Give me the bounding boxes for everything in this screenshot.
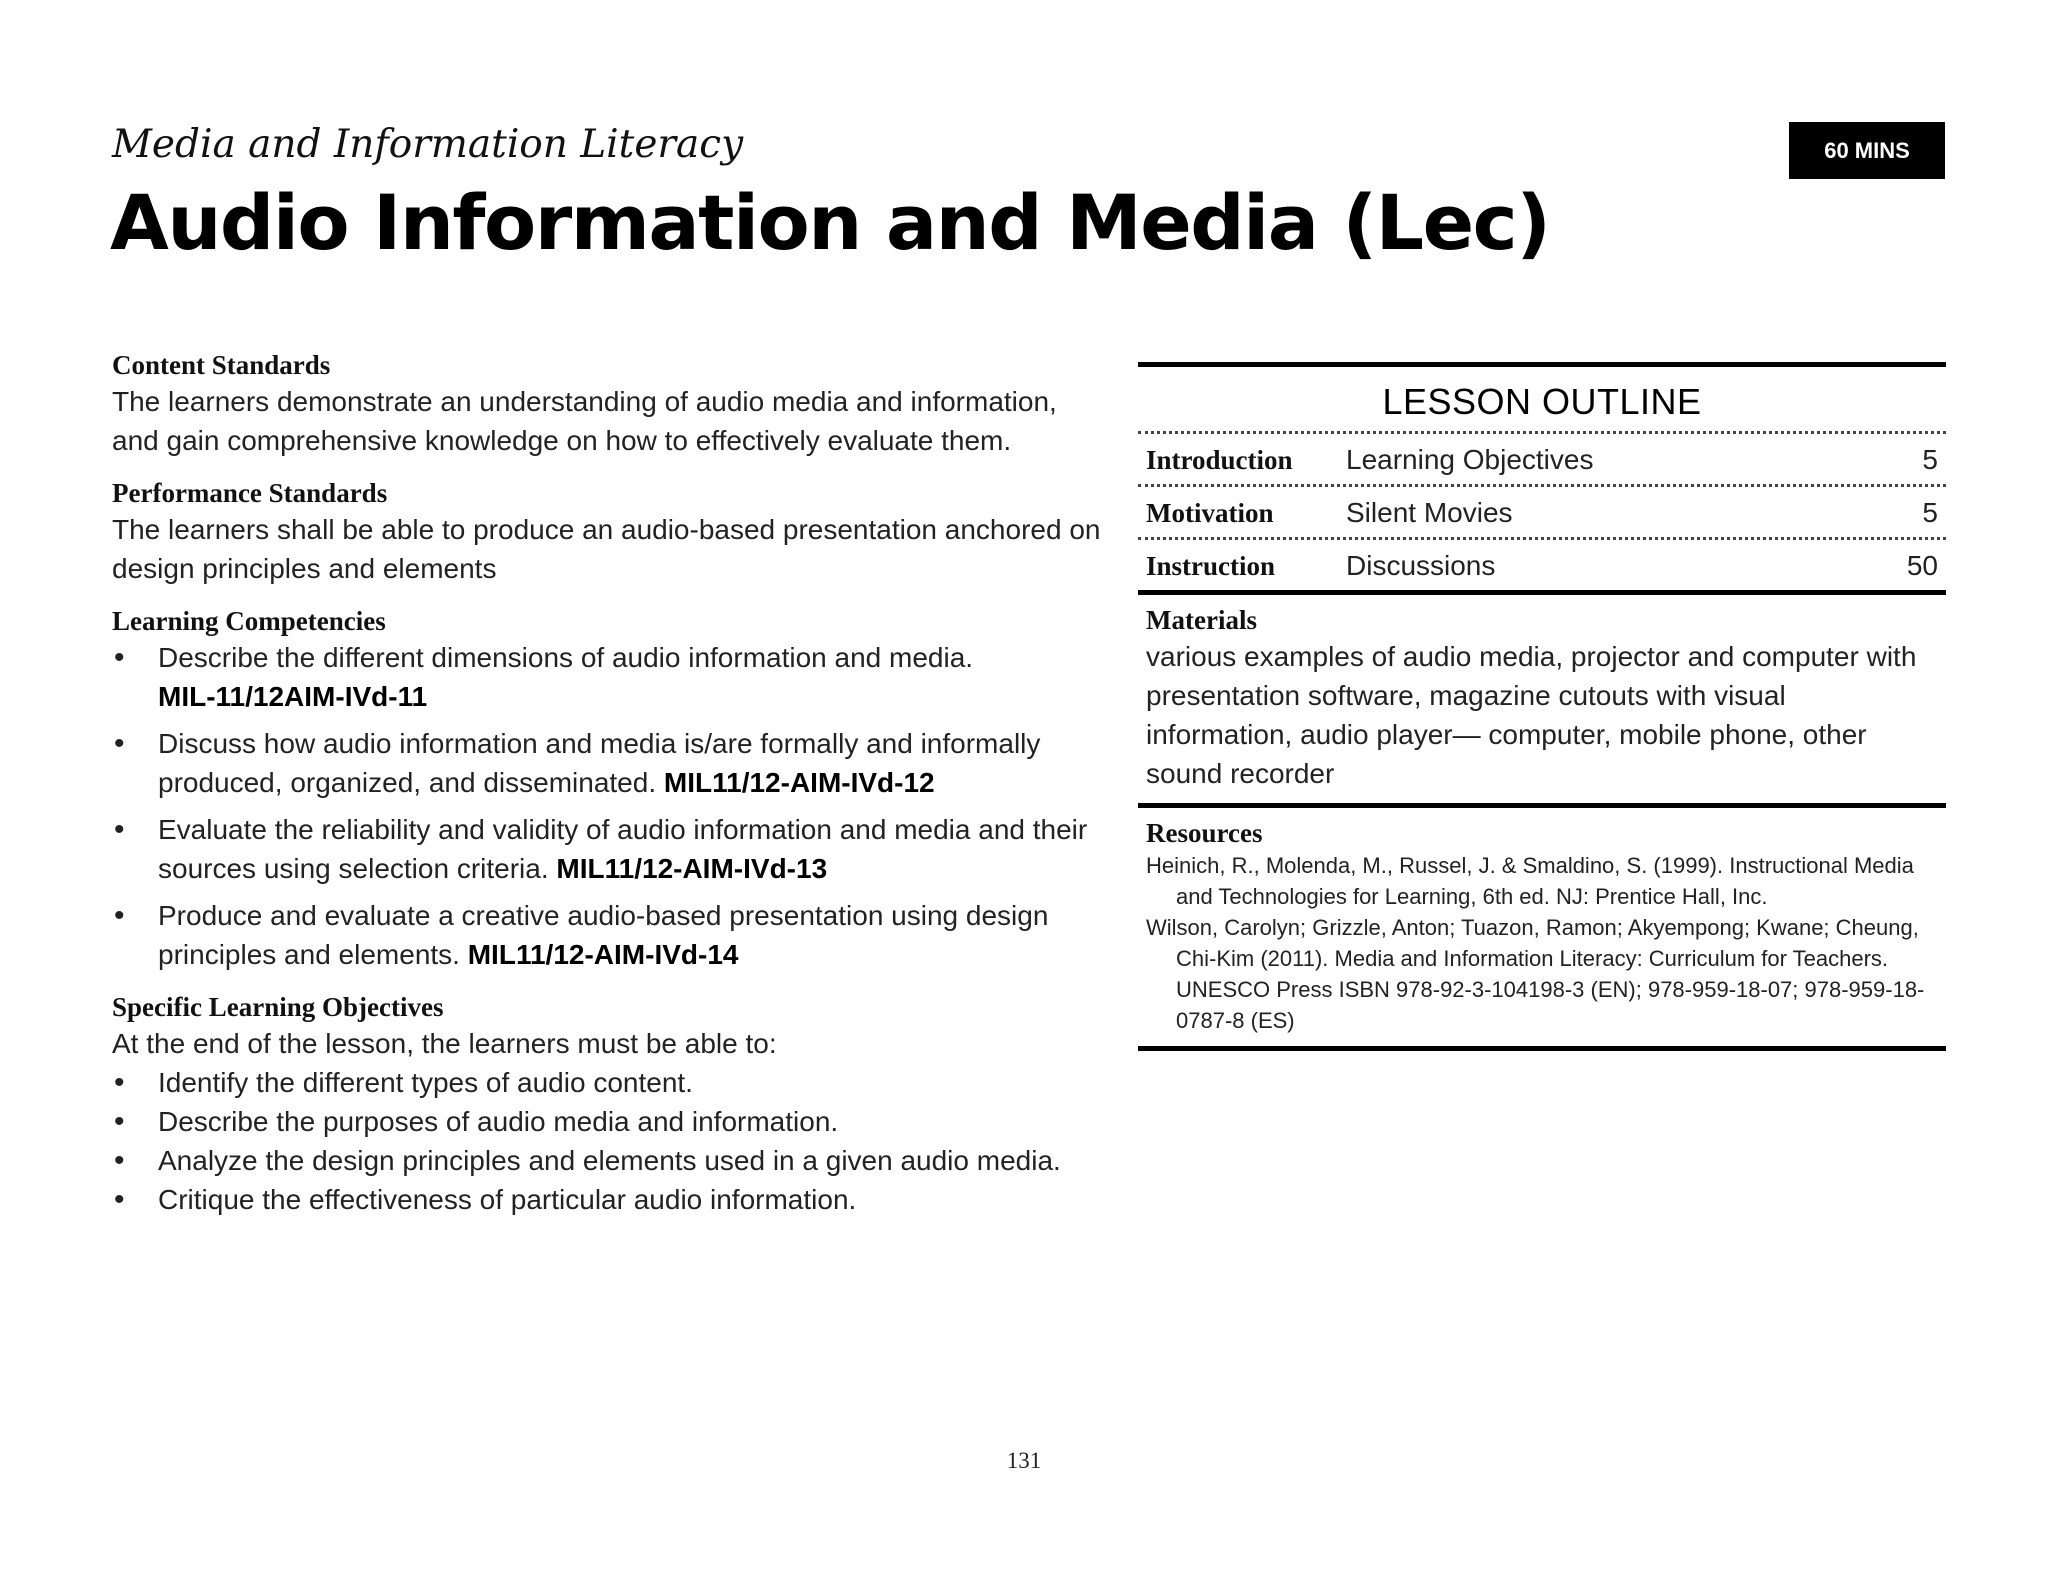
specific-objectives-section xyxy=(112,990,1102,1219)
duration-badge: 60 MINS xyxy=(1789,122,1945,179)
resources-section xyxy=(1138,808,1946,1046)
outline-minutes: 5 xyxy=(1922,497,1938,528)
list-item: • Describe the purposes of audio media and information. xyxy=(112,1102,1102,1141)
outline-row xyxy=(1138,434,1946,484)
lesson-outline-panel xyxy=(1138,362,1946,1051)
materials-heading: Materials xyxy=(1146,605,1257,635)
competency-text: Produce and evaluate a creative audio-based presentation using design principles and elements. xyxy=(158,900,1049,970)
materials-section xyxy=(1138,595,1946,803)
competency-code: MIL11/12-AIM-IVd-13 xyxy=(556,853,828,884)
competency-list xyxy=(112,638,1102,974)
competency-text: Discuss how audio information and media is/are formally and informally produced, organized, and disseminated. xyxy=(158,728,1041,798)
standards-column xyxy=(112,348,1102,1235)
content-standards-text: The learners demonstrate an understanding of audio media and information, and gain comprehensive knowledge on how to effectively evaluate them. xyxy=(112,386,1057,456)
outline-phase: Instruction xyxy=(1146,551,1276,581)
objectives-list xyxy=(112,1063,1102,1219)
performance-standards-text: The learners shall be able to produce an audio-based presentation anchored on design principles and elements xyxy=(112,514,1101,584)
outline-activity: Discussions xyxy=(1346,550,1496,581)
divider xyxy=(1138,1046,1946,1051)
resource-item: Heinich, R., Molenda, M., Russel, J. & Smaldino, S. (1999). Instructional Media and Technologies for Learning, 6th ed. NJ: Prentice Hall, Inc. xyxy=(1146,853,1914,909)
list-item xyxy=(112,724,1102,802)
competency-text: Describe the different dimensions of audio information and media. xyxy=(158,642,974,673)
lesson-outline-title: LESSON OUTLINE xyxy=(1382,381,1702,422)
resource-item: Wilson, Carolyn; Grizzle, Anton; Tuazon, Ramon; Akyempong; Kwane; Cheung, Chi-Kim (2011). Media and Information Literacy: Curriculum for Teachers. UNESCO Press ISBN 978-92-3-104198-3 (EN); 978-959-18-07; 978-959-18-0787-8 (ES) xyxy=(1146,915,1925,1033)
list-item xyxy=(112,638,1102,716)
performance-standards-section xyxy=(112,476,1102,588)
list-item: • Identify the different types of audio content. xyxy=(112,1063,1102,1102)
subject-title: Media and Information Literacy xyxy=(112,122,744,167)
list-item xyxy=(112,810,1102,888)
performance-standards-heading: Performance Standards xyxy=(112,478,388,508)
learning-competencies-section xyxy=(112,604,1102,974)
competency-code: MIL-11/12AIM-IVd-11 xyxy=(158,681,428,712)
outline-row xyxy=(1138,540,1946,590)
outline-activity: Silent Movies xyxy=(1346,497,1513,528)
outline-minutes: 5 xyxy=(1922,444,1938,475)
list-item xyxy=(112,896,1102,974)
specific-objectives-intro: At the end of the lesson, the learners must be able to: xyxy=(112,1028,777,1059)
list-item: • Analyze the design principles and elements used in a given audio media. xyxy=(112,1141,1102,1180)
learning-competencies-heading: Learning Competencies xyxy=(112,606,386,636)
outline-phase: Introduction xyxy=(1146,445,1293,475)
resources-heading: Resources xyxy=(1146,818,1263,848)
resources-list xyxy=(1146,850,1938,1036)
page-number: 131 xyxy=(1006,1448,1042,1473)
list-item: • Critique the effectiveness of particular audio information. xyxy=(112,1180,1102,1219)
outline-activity: Learning Objectives xyxy=(1346,444,1594,475)
content-standards-section xyxy=(112,348,1102,460)
outline-phase: Motivation xyxy=(1146,498,1274,528)
lesson-title: Audio Information and Media (Lec) xyxy=(110,178,1550,267)
competency-code: MIL11/12-AIM-IVd-14 xyxy=(467,939,739,970)
materials-text: various examples of audio media, projector and computer with presentation software, magazine cutouts with visual information, audio player— computer, mobile phone, other sound recorder xyxy=(1146,641,1917,789)
specific-objectives-heading: Specific Learning Objectives xyxy=(112,992,444,1022)
outline-minutes: 50 xyxy=(1906,550,1938,581)
content-standards-heading: Content Standards xyxy=(112,350,331,380)
competency-text: Evaluate the reliability and validity of audio information and media and their sources using selection criteria. xyxy=(158,814,1088,884)
competency-code: MIL11/12-AIM-IVd-12 xyxy=(663,767,935,798)
outline-row xyxy=(1138,487,1946,537)
